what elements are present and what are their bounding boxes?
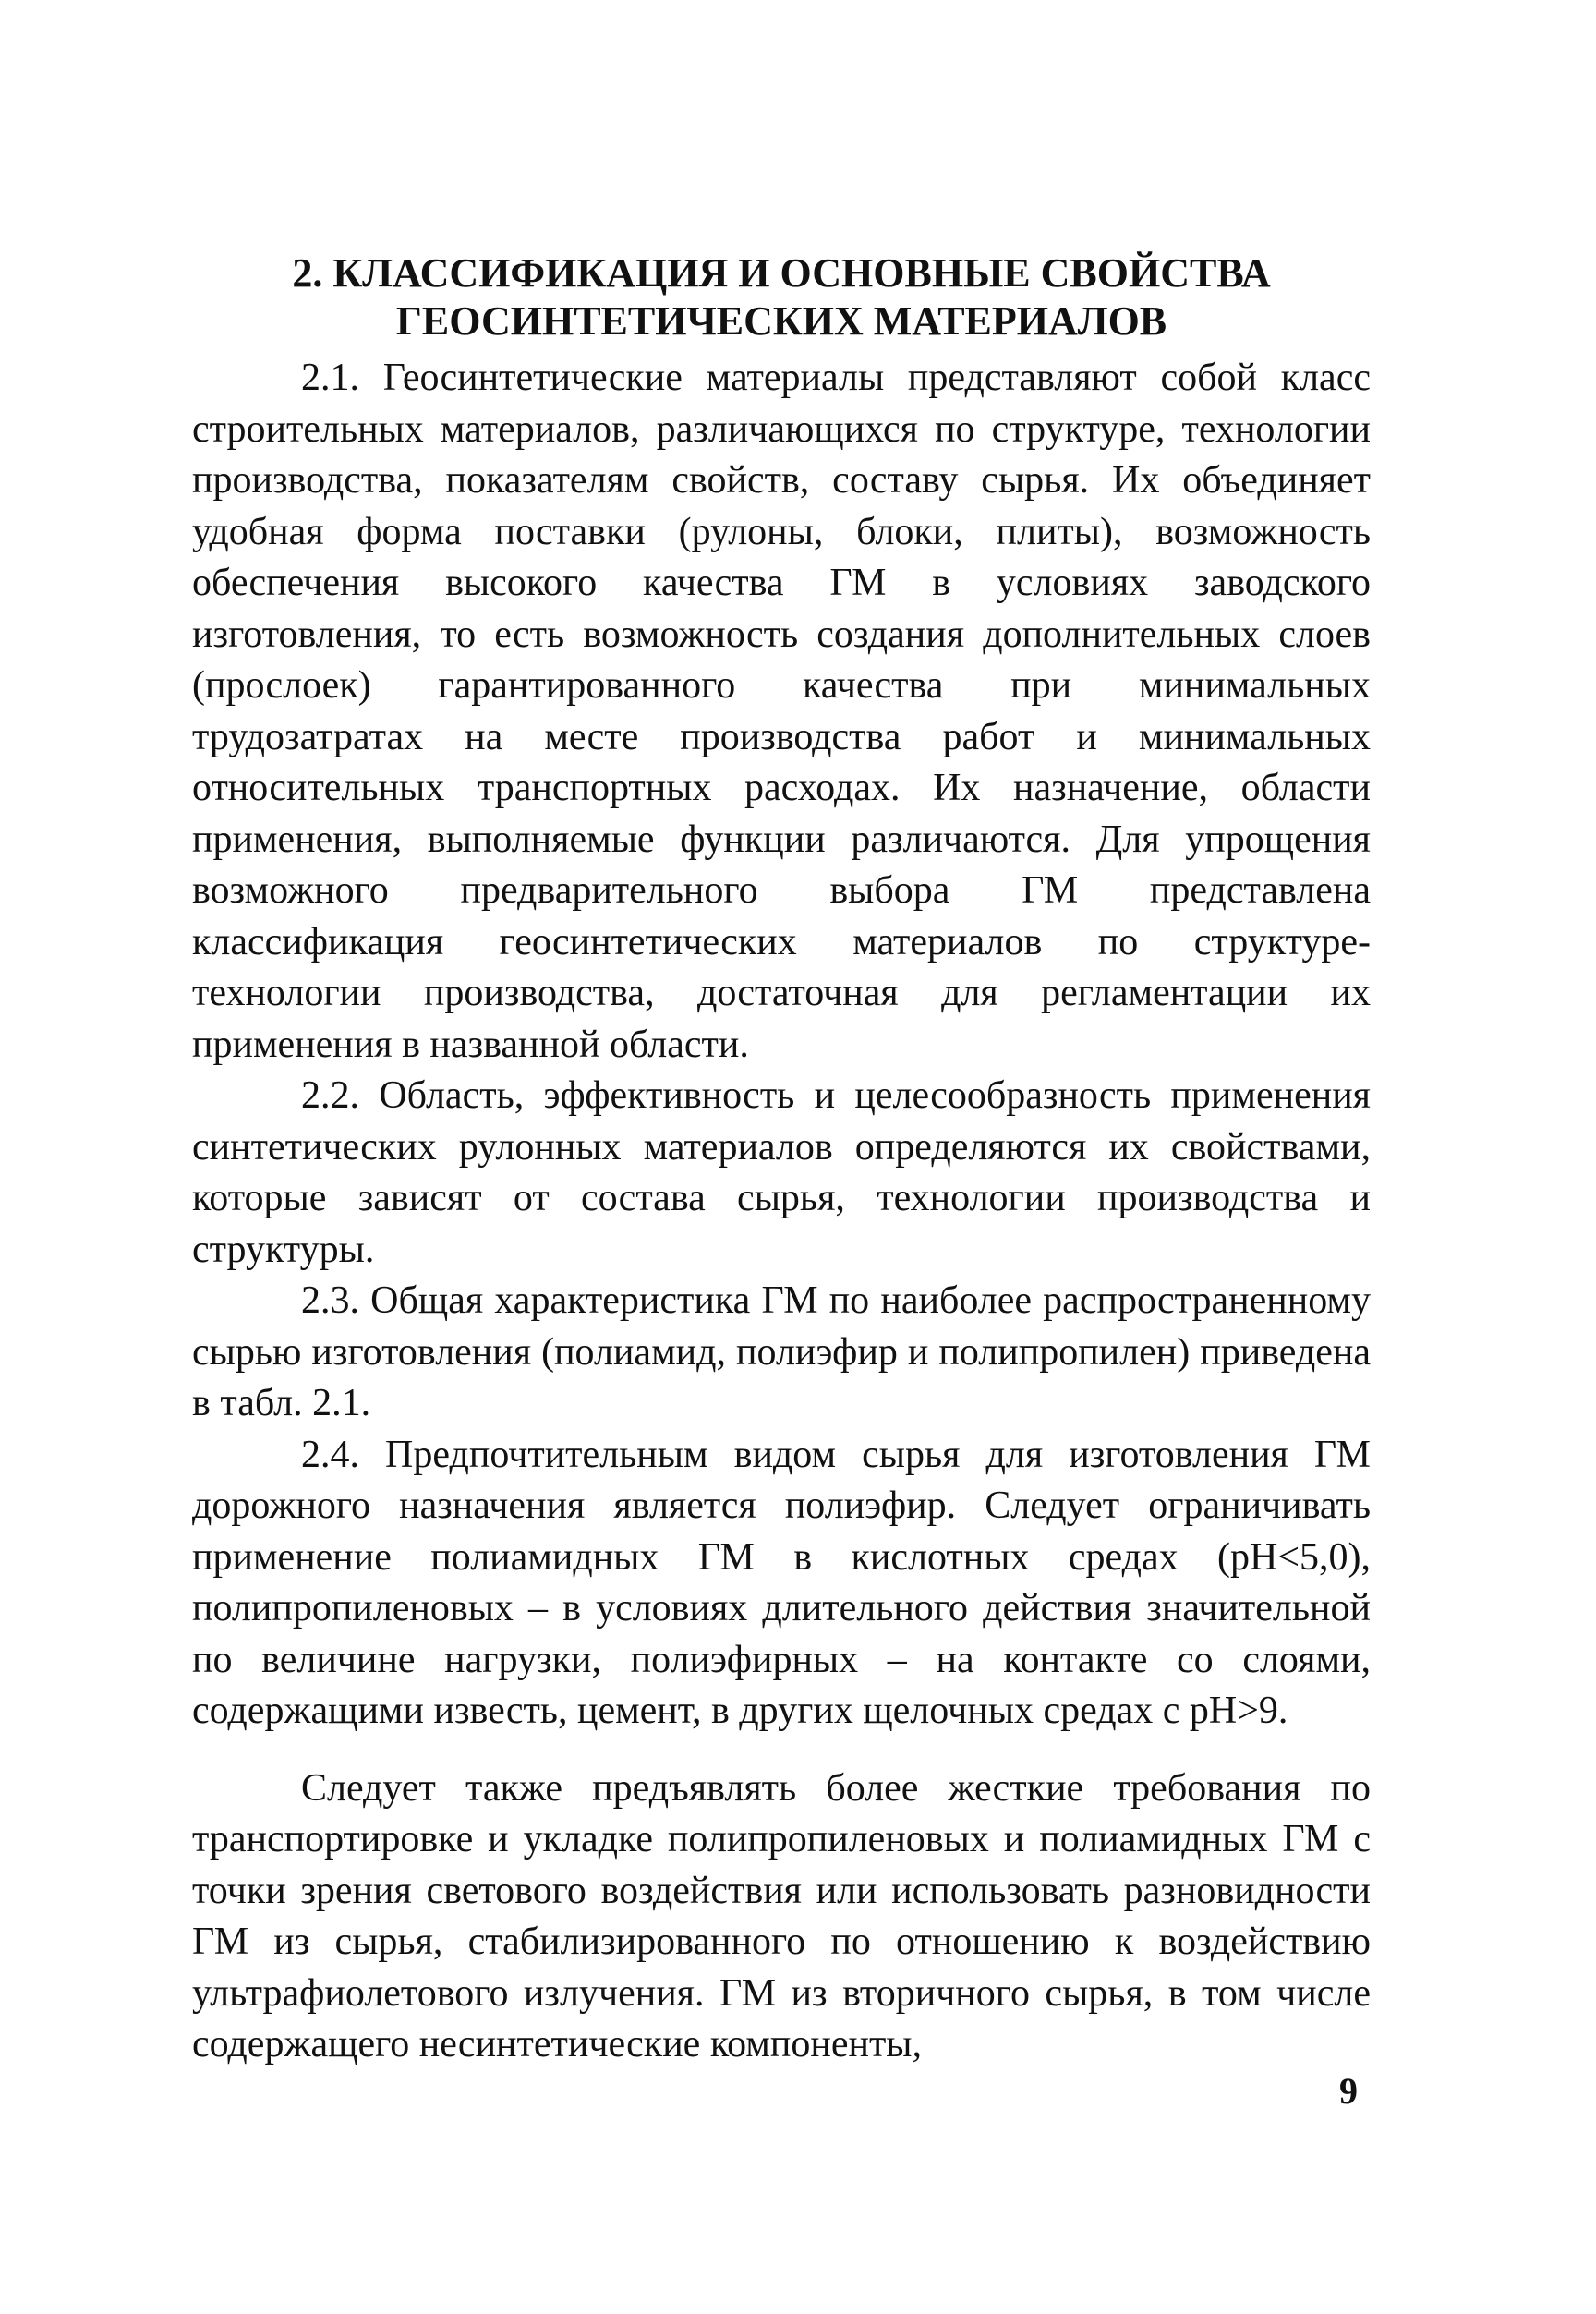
heading-line-2: ГЕОСИНТЕТИЧЕСКИХ МАТЕРИАЛОВ (395, 298, 1167, 344)
section-heading (192, 249, 1371, 345)
paragraph-continuation: Следует также предъявлять более жесткие требования по транспортировке и укладке полипропиленовых и полиамидных ГМ с точки зрения светового воздействия или использовать разновидности ГМ из сырья, стабилизированного по отношению к воздействию ультрафиолетового излучения. ГМ из вторичного сырья, в том числе содержащего несинтетические компоненты, (192, 1766, 1371, 2066)
paragraph-2-2: 2.2. Область, эффективность и целесообразность применения синтетических рулонных материалов определяются их свойствами, которые зависят от состава сырья, технологии производства и структуры. (192, 1074, 1371, 1271)
document-page (192, 249, 1371, 2071)
paragraph-2-4: 2.4. Предпочтительным видом сырья для изготовления ГМ дорожного назначения является полиэфир. Следует ограничивать применение полиамидных ГМ в кислотных средах (рН<5,0), полипропиленовых – в условиях длительного действия значительной по величине нагрузки, полиэфирных – на контакте со слоями, содержащими известь, цемент, в других щелочных средах с рН>9. (192, 1433, 1371, 1732)
paragraph-2-3: 2.3. Общая характеристика ГМ по наиболее распространенному сырью изготовления (полиамид, полиэфир и полипропилен) приведена в табл. 2.1. (192, 1279, 1371, 1424)
paragraph-2-1: 2.1. Геосинтетические материалы представляют собой класс строительных материалов, различающихся по структуре, технологии производства, показателям свойств, составу сырья. Их объединяет удобная форма поставки (рулоны, блоки, плиты), возможность обеспечения высокого качества ГМ в условиях заводского изготовления, то есть возможность создания дополнительных слоев (прослоек) гарантированного качества при минимальных трудозатратах на месте производства работ и минимальных относительных транспортных расходах. Их назначение, области применения, выполняемые функции различаются. Для упрощения возможного предварительного выбора ГМ представлена классификация геосинтетических материалов по структуре-технологии производства, достаточная для регламентации их применения в названной области. (192, 357, 1371, 1066)
heading-line-1: 2. КЛАССИФИКАЦИЯ И ОСНОВНЫЕ СВОЙСТВА (292, 250, 1271, 296)
page-number: 9 (1339, 2070, 1358, 2112)
